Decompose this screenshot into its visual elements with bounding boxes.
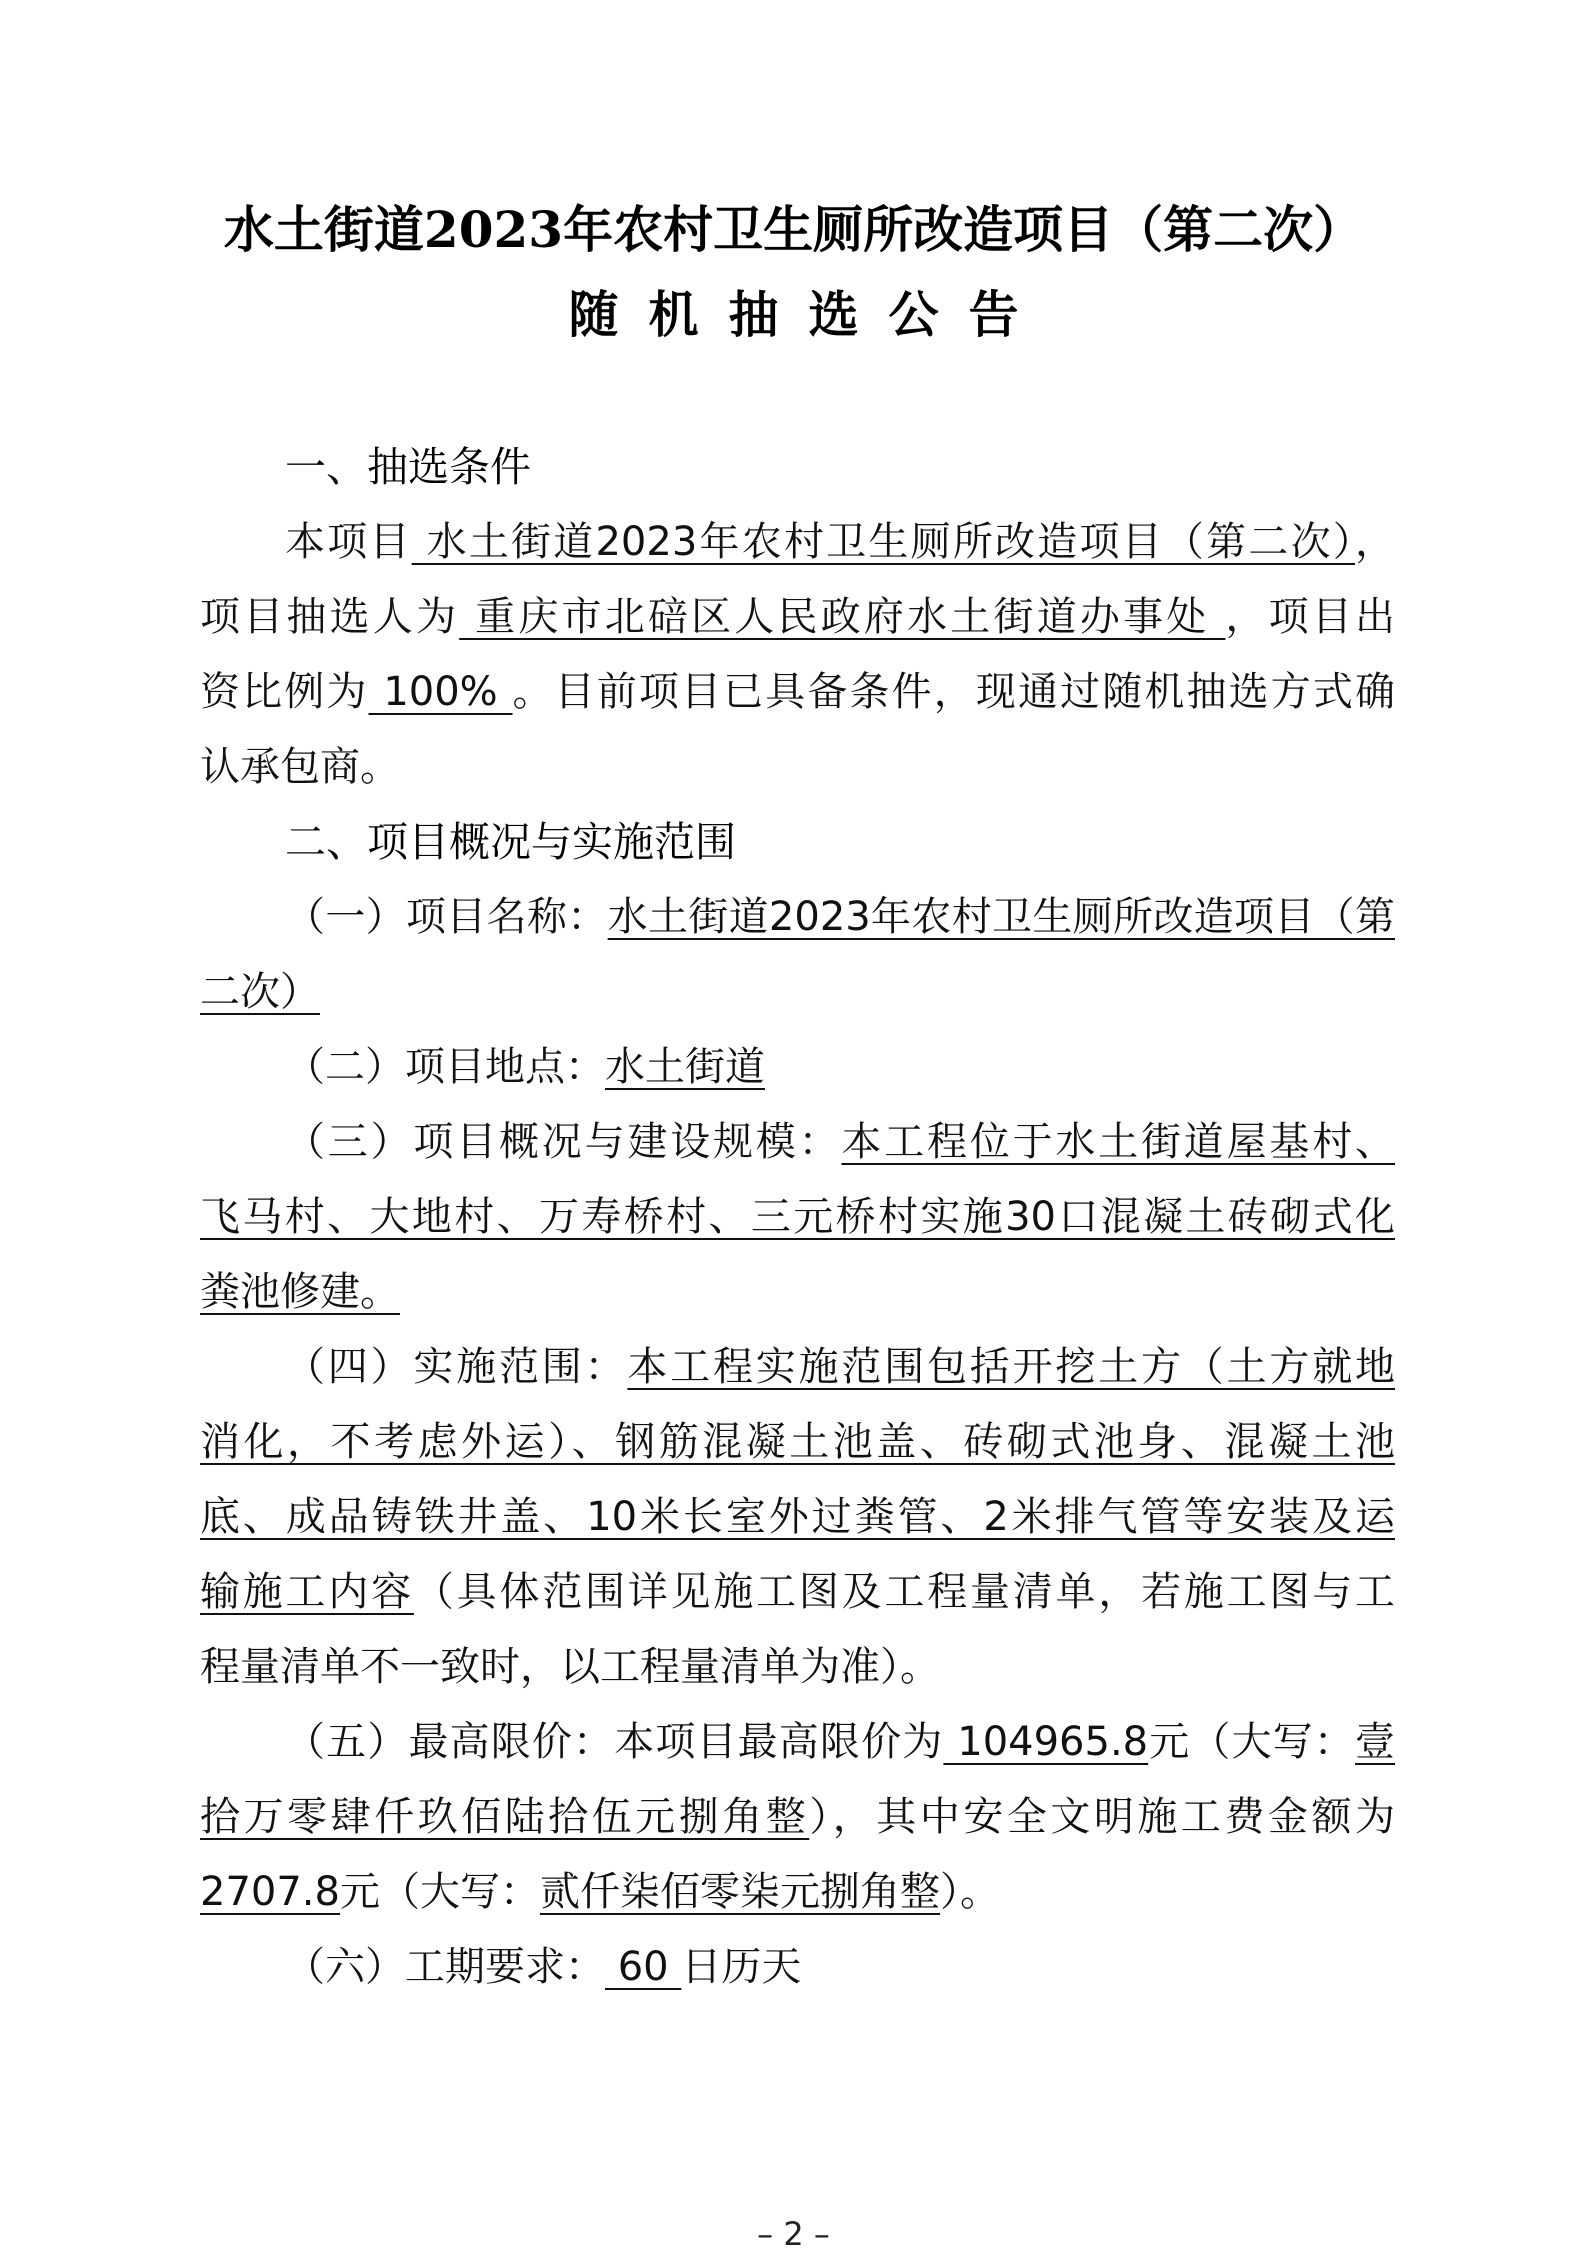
construction-period-value: 60 [605,1944,682,1990]
text: 本项目 [285,519,412,565]
construction-period-line [285,1942,1395,1992]
project-owner-field: 重庆市北碚区人民政府水土街道办事处 [459,594,1226,640]
text: 项目抽选人为 [200,594,460,640]
section1-paragraph-line2 [200,592,1395,642]
document-title-line2: 随机抽选公告 [568,285,1049,344]
project-scale-line1 [285,1117,1395,1167]
scope-line3 [200,1492,1395,1542]
section1-paragraph-line1 [285,517,1395,567]
max-price-cn-cont: 拾万零肆仟玖佰陆拾伍元捌角整 [200,1794,810,1840]
scope-line4 [200,1567,1395,1617]
text: 资比例为 [200,669,369,715]
text: ）。 [939,1869,1000,1915]
project-scale-value: 本工程位于水土街道屋基村、 [841,1119,1396,1165]
section1-paragraph-line4: 认承包商。 [200,744,400,790]
scope-line5: 程量清单不一致时，以工程量清单为准）。 [200,1644,940,1690]
section1-paragraph-line3 [200,667,1395,717]
project-scale-line3 [200,1267,1395,1317]
text: （二）项目地点： [285,1044,605,1090]
text: 日历天 [681,1944,802,1990]
project-scale-value-cont: 飞马村、大地村、万寿桥村、三元桥村实施30口混凝土砖砌式化 [200,1194,1395,1240]
project-location-line [285,1042,1395,1092]
scope-line1 [285,1342,1395,1392]
max-price-line2 [200,1792,1395,1842]
section2-heading: 二、项目概况与实施范围 [285,818,736,866]
funding-ratio-field: 100% [368,669,513,715]
scope-value-cont2: 底、成品铸铁井盖、10米长室外过粪管、2米排气管等安装及运 [200,1494,1395,1540]
project-name-line1 [285,892,1395,942]
text: （六）工期要求： [285,1944,605,1990]
scope-value-cont: 消化，不考虑外运）、钢筋混凝土池盖、砖砌式池身、混凝土池 [200,1419,1395,1465]
max-price-cn: 壹 [1355,1719,1396,1765]
text: （三）项目概况与建设规模： [285,1119,842,1165]
text: （一）项目名称： [285,894,608,940]
scope-line2 [200,1417,1395,1467]
safety-fee-value: 2707.8 [200,1869,340,1915]
project-location-value: 水土街道 [605,1044,765,1090]
project-name-value: 水土街道2023年农村卫生厕所改造项目（第 [607,894,1395,940]
text: ），其中安全文明施工费金额为 [809,1794,1396,1840]
project-name-field: 水土街道2023年农村卫生厕所改造项目（第二次） [411,519,1356,565]
text: 。目前项目已具备条件，现通过随机抽选方式确 [512,669,1396,715]
text: 元（大写： [1148,1719,1356,1765]
text: （四）实施范围： [285,1344,628,1390]
max-price-value: 104965.8 [943,1719,1149,1765]
text: ，项目出 [1225,594,1396,640]
project-scale-line2 [200,1192,1395,1242]
max-price-line1 [285,1717,1395,1767]
scope-value-end: 输施工内容 [200,1569,414,1615]
project-name-line2 [200,967,1395,1017]
text: （五）最高限价：本项目最高限价为 [285,1719,944,1765]
page-number: – 2 – [757,2215,830,2253]
section1-heading: 一、抽选条件 [285,443,531,491]
project-name-value-cont: 二次） [200,969,320,1015]
safety-fee-line [200,1867,1395,1917]
text: ， [1355,519,1396,565]
project-scale-value-end: 粪池修建。 [200,1269,400,1315]
scope-value: 本工程实施范围包括开挖土方（土方就地 [627,1344,1396,1390]
text: （具体范围详见施工图及工程量清单，若施工图与工 [413,1569,1396,1615]
text: 元（大写： [339,1869,540,1915]
safety-fee-cn: 贰仟柒佰零柒元捌角整 [539,1869,940,1915]
document-title-line1: 水土街道2023年农村卫生厕所改造项目（第二次） [223,200,1364,259]
